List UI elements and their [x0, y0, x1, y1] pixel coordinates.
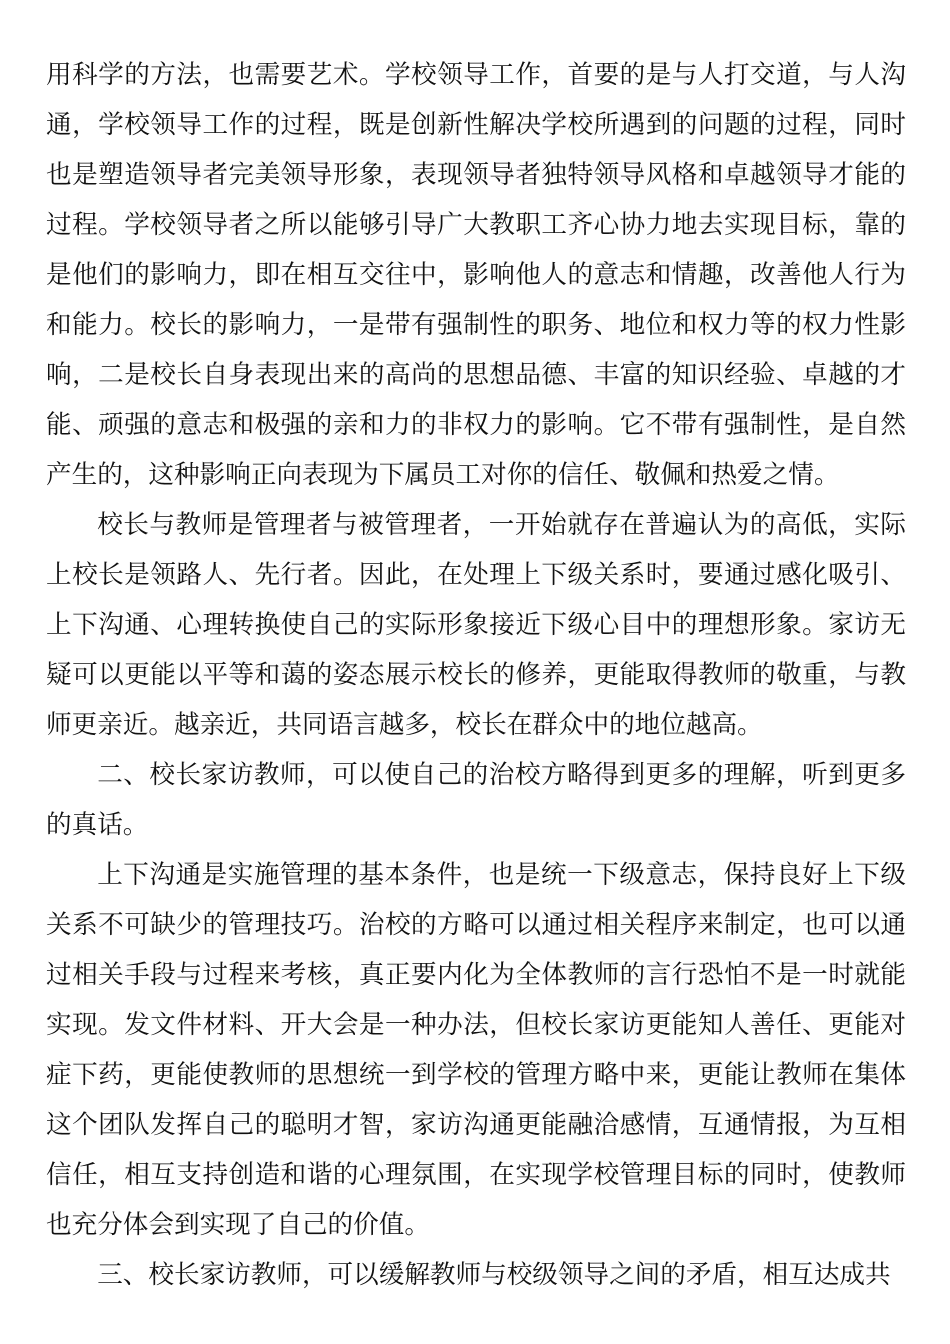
paragraph-body-1: 用科学的方法，也需要艺术。学校领导工作，首要的是与人打交道，与人沟通，学校领导工作的过程，既是创新性解决学校所遇到的问题的过程，同时也是塑造领导者完美领导形象，表现领导者独特领导风格和卓越领导才能的过程。学校领导者之所以能够引导广大教职工齐心协力地去实现目标，靠的是他们的影响力，即在相互交往中，影响他人的意志和情趣，改善他人行为和能力。校长的影响力，一是带有强制性的职务、地位和权力等的权力性影响，二是校长自身表现出来的高尚的思想品德、丰富的知识经验、卓越的才能、顽强的意志和极强的亲和力的非权力的影响。它不带有强制性，是自然产生的，这种影响正向表现为下属员工对你的信任、敬佩和热爱之情。: [46, 60, 906, 490]
paragraph-body-3: 上下沟通是实施管理的基本条件，也是统一下级意志，保持良好上下级关系不可缺少的管理技巧。治校的方略可以通过相关程序来制定，也可以通过相关手段与过程来考核，真正要内化为全体教师的言行恐怕不是一时就能实现。发文件材料、开大会是一种办法，但校长家访更能知人善任、更能对症下药，更能使教师的思想统一到学校的管理方略中来，更能让教师在集体这个团队发挥自己的聪明才智，家访沟通更能融洽感情，互通情报，为互相信任，相互支持创造和谐的心理氛围，在实现学校管理目标的同时，使教师也充分体会到实现了自己的价值。: [46, 860, 906, 1240]
section-heading-2: 二、校长家访教师，可以使自己的治校方略得到更多的理解，听到更多的真话。: [46, 760, 906, 840]
section-heading-3: 三、校长家访教师，可以缓解教师与校级领导之间的矛盾，相互达成共: [97, 1260, 891, 1290]
document-body: [46, 50, 906, 1300]
paragraph-body-2: 校长与教师是管理者与被管理者，一开始就存在普遍认为的高低，实际上校长是领路人、先行者。因此，在处理上下级关系时，要通过感化吸引、上下沟通、心理转换使自己的实际形象接近下级心目中的理想形象。家访无疑可以更能以平等和蔼的姿态展示校长的修养，更能取得教师的敬重，与教师更亲近。越亲近，共同语言越多，校长在群众中的地位越高。: [46, 510, 906, 740]
